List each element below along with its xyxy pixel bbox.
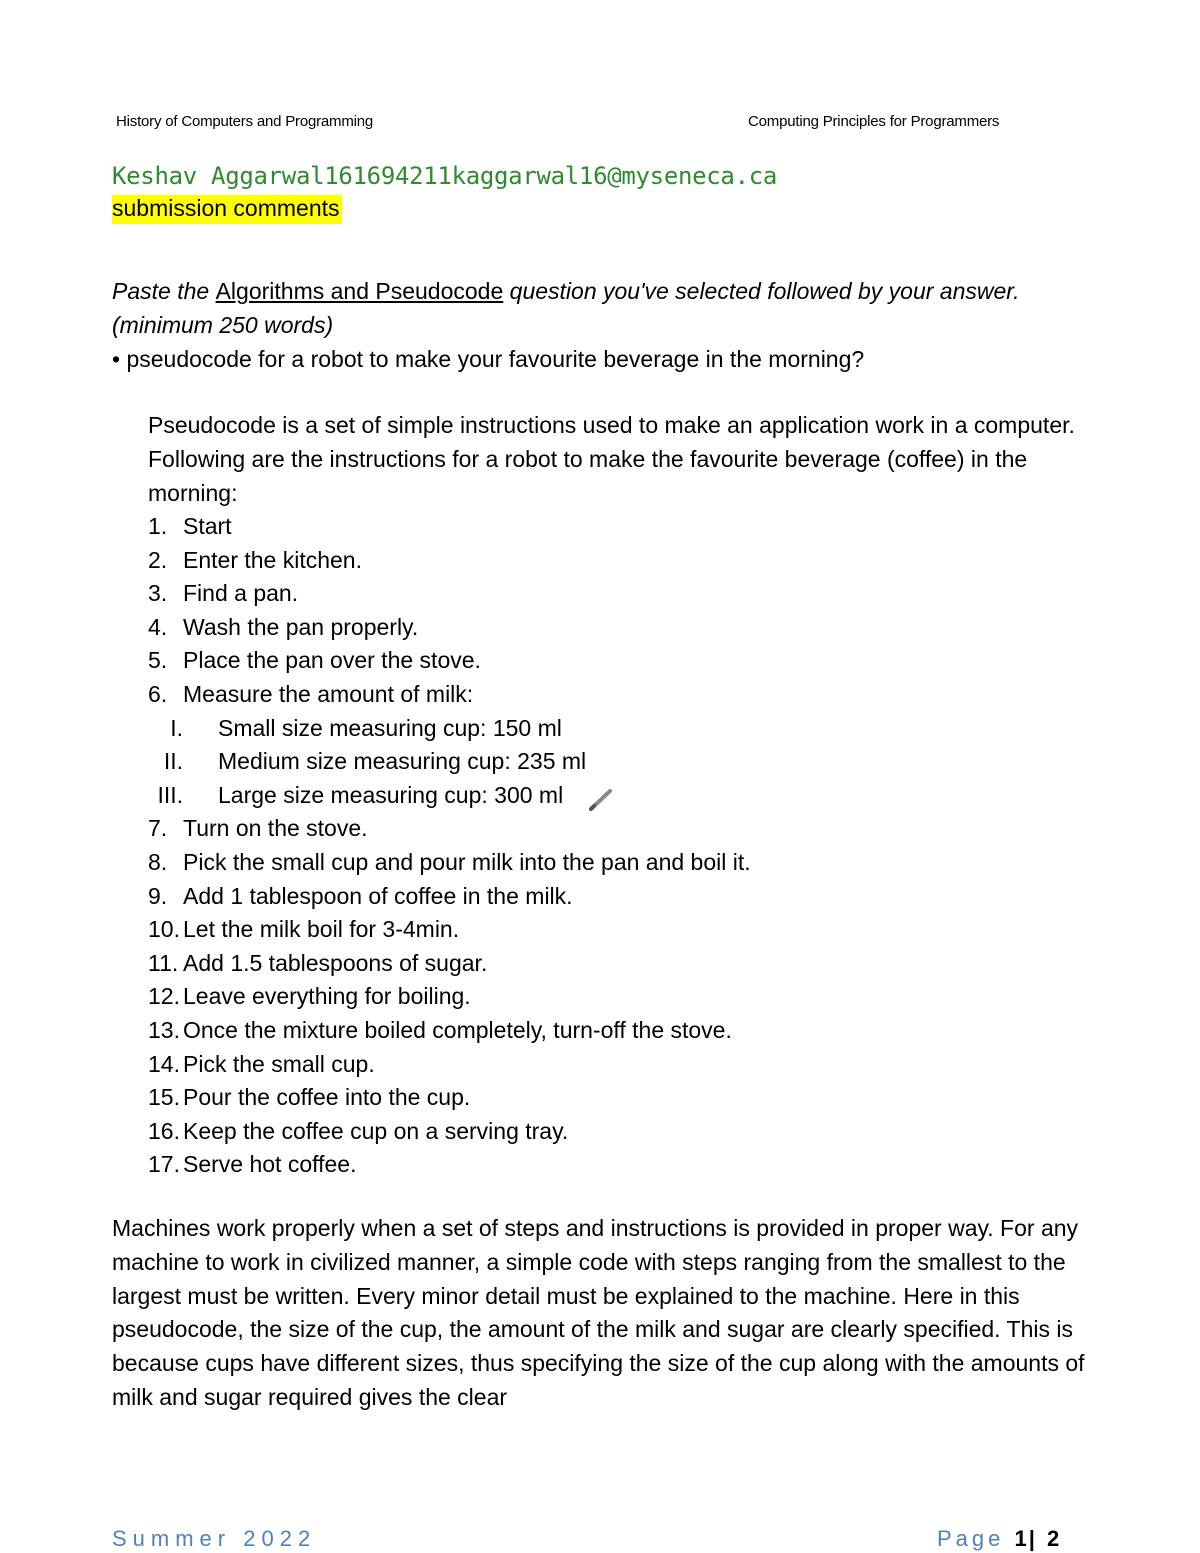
prompt-topic-link: Algorithms and Pseudocode <box>215 278 504 304</box>
header-course-name: Computing Principles for Programmers <box>748 113 1000 130</box>
list-item <box>148 980 1088 1014</box>
step-text: Wash the pan properly. <box>183 613 419 640</box>
steps-list <box>148 510 1088 1182</box>
step-text: Find a pan. <box>183 580 299 607</box>
list-item <box>148 1115 1088 1149</box>
footer-page-number <box>937 1526 1061 1552</box>
sub-list-item <box>148 779 1088 813</box>
selected-question: • pseudocode for a robot to make your favourite beverage in the morning? <box>112 346 865 372</box>
step-number: 10. <box>148 916 180 943</box>
list-item <box>148 678 1088 712</box>
step-number: 15. <box>148 1084 180 1111</box>
header-course-topic: History of Computers and Programming <box>116 113 374 130</box>
step-text: Pour the coffee into the cup. <box>183 1084 471 1111</box>
list-item <box>148 812 1088 846</box>
step-text: Turn on the stove. <box>183 815 368 842</box>
pencil-icon <box>588 787 614 818</box>
step-number: 3. <box>148 580 168 607</box>
author-line: Keshav Aggarwal161694211kaggarwal16@myseneca.ca <box>112 162 778 190</box>
list-item <box>148 544 1088 578</box>
step-text: Serve hot coffee. <box>183 1151 357 1178</box>
prompt-after: question you've selected followed by your answer. (minimum 250 words) <box>112 278 1020 338</box>
step-number: 5. <box>148 647 168 674</box>
step-number: 4. <box>148 613 168 640</box>
page-separator: | <box>1028 1526 1037 1551</box>
step-text: Keep the coffee cup on a serving tray. <box>183 1117 569 1144</box>
step-text: Measure the amount of milk: <box>183 680 474 707</box>
substep-number: I. <box>170 714 183 741</box>
list-item <box>148 644 1088 678</box>
step-number: 11. <box>148 949 179 976</box>
step-text: Pick the small cup. <box>183 1050 375 1077</box>
step-number: 16. <box>148 1117 180 1144</box>
list-item <box>148 913 1088 947</box>
step-number: 8. <box>148 848 168 875</box>
step-text: Pick the small cup and pour milk into the pan and boil it. <box>183 848 751 875</box>
step-number: 2. <box>148 546 168 573</box>
footer-term: Summer 2022 <box>112 1526 317 1551</box>
list-item <box>148 1014 1088 1048</box>
step-number: 1. <box>148 513 168 539</box>
step-text: Let the milk boil for 3-4min. <box>183 916 460 943</box>
step-text: Add 1.5 tablespoons of sugar. <box>183 949 488 976</box>
list-item <box>148 1048 1088 1082</box>
list-item <box>148 577 1088 611</box>
highlighted-label: submission comments <box>112 195 342 224</box>
page-label: Page <box>937 1526 1005 1551</box>
list-item <box>148 510 1088 544</box>
substep-text: Medium size measuring cup: 235 ml <box>218 748 587 775</box>
step-number: 13. <box>148 1016 180 1043</box>
step-text: Start <box>183 513 232 539</box>
substep-text: Small size measuring cup: 150 ml <box>218 714 562 741</box>
prompt-before: Paste the <box>112 278 216 304</box>
step-number: 14. <box>148 1050 180 1077</box>
step-text: Once the mixture boiled completely, turn-off the stove. <box>183 1016 732 1043</box>
intro-paragraph: Pseudocode is a set of simple instructions used to make an application work in a computer. Following are the instructions for a robot to make the favourite beverage (coffee) in the morning: <box>148 412 1075 506</box>
list-item <box>148 880 1088 914</box>
step-number: 9. <box>148 882 168 909</box>
assignment-prompt <box>112 274 1072 342</box>
list-item <box>148 1081 1088 1115</box>
step-text: Leave everything for boiling. <box>183 983 471 1010</box>
list-item <box>148 1148 1088 1182</box>
step-text: Place the pan over the stove. <box>183 647 481 674</box>
step-number: 6. <box>148 680 168 707</box>
sub-list-item <box>148 745 1088 779</box>
explanation-paragraph: Machines work properly when a set of steps and instructions is provided in proper way. For any machine to work in civilized manner, a simple code with steps ranging from the smallest to the largest must be written. Every minor detail must be explained to the machine. Here in this pseudocode, the size of the cup, the amount of the milk and sugar are clearly specified. This is because cups have different sizes, thus specifying the size of the cup along with the amounts of milk and sugar required gives the clear <box>112 1215 1085 1410</box>
list-item <box>148 611 1088 645</box>
step-text: Enter the kitchen. <box>183 546 362 573</box>
page-total: 2 <box>1047 1526 1062 1551</box>
step-number: 12. <box>148 983 180 1010</box>
list-item <box>148 947 1088 981</box>
page-current: 1 <box>1014 1526 1029 1551</box>
sub-list-item <box>148 712 1088 746</box>
list-item <box>148 846 1088 880</box>
substep-number: III. <box>157 781 183 808</box>
substep-text: Large size measuring cup: 300 ml <box>218 781 564 808</box>
step-number: 7. <box>148 815 168 842</box>
step-number: 17. <box>148 1151 180 1178</box>
step-text: Add 1 tablespoon of coffee in the milk. <box>183 882 573 909</box>
substep-number: II. <box>163 748 183 775</box>
